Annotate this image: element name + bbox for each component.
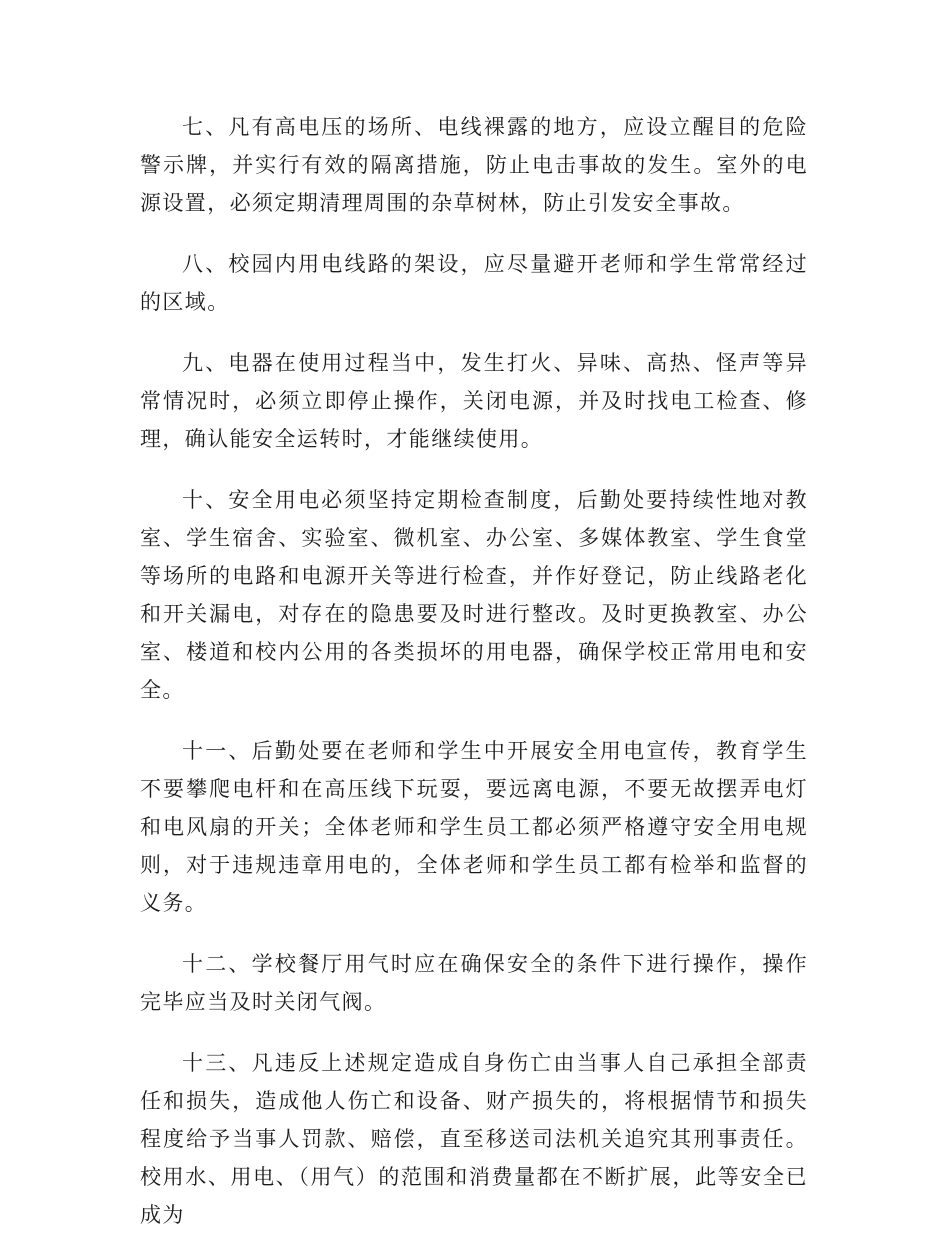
paragraph-item-13: 十三、凡违反上述规定造成自身伤亡由当事人自己承担全部责任和损失，造成他人伤亡和设备、财产损失的，将根据情节和损失程度给予当事人罚款、赔偿，直至移送司法机关追究其刑事责任。校用水、用电、（用气）的范围和消费量都在不断扩展，此等安全已成为 <box>140 1051 808 1227</box>
paragraph-item-11: 十一、后勤处要在老师和学生中开展安全用电宣传，教育学生不要攀爬电杆和在高压线下玩耍，要远离电源，不要无故摆弄电灯和电风扇的开关；全体老师和学生员工都必须严格遵守安全用电规则，对于违规违章用电的，全体老师和学生员工都有检举和监督的义务。 <box>140 739 808 915</box>
document-page <box>140 108 808 1234</box>
paragraph-item-8: 八、校园内用电线路的架设，应尽量避开老师和学生常常经过的区域。 <box>140 252 808 314</box>
paragraph-item-9: 九、电器在使用过程当中，发生打火、异味、高热、怪声等异常情况时，必须立即停止操作，关闭电源，并及时找电工检查、修理，确认能安全运转时，才能继续使用。 <box>140 351 808 451</box>
paragraph-item-12: 十二、学校餐厅用气时应在确保安全的条件下进行操作，操作完毕应当及时关闭气阀。 <box>140 952 808 1014</box>
paragraph-item-10: 十、安全用电必须坚持定期检查制度，后勤处要持续性地对教室、学生宿舍、实验室、微机室、办公室、多媒体教室、学生食堂等场所的电路和电源开关等进行检查，并作好登记，防止线路老化和开关漏电，对存在的隐患要及时进行整改。及时更换教室、办公室、楼道和校内公用的各类损坏的用电器，确保学校正常用电和安全。 <box>140 488 808 702</box>
paragraph-item-7: 七、凡有高电压的场所、电线裸露的地方，应设立醒目的危险警示牌，并实行有效的隔离措施，防止电击事故的发生。室外的电源设置，必须定期清理周围的杂草树林，防止引发安全事故。 <box>140 115 808 215</box>
